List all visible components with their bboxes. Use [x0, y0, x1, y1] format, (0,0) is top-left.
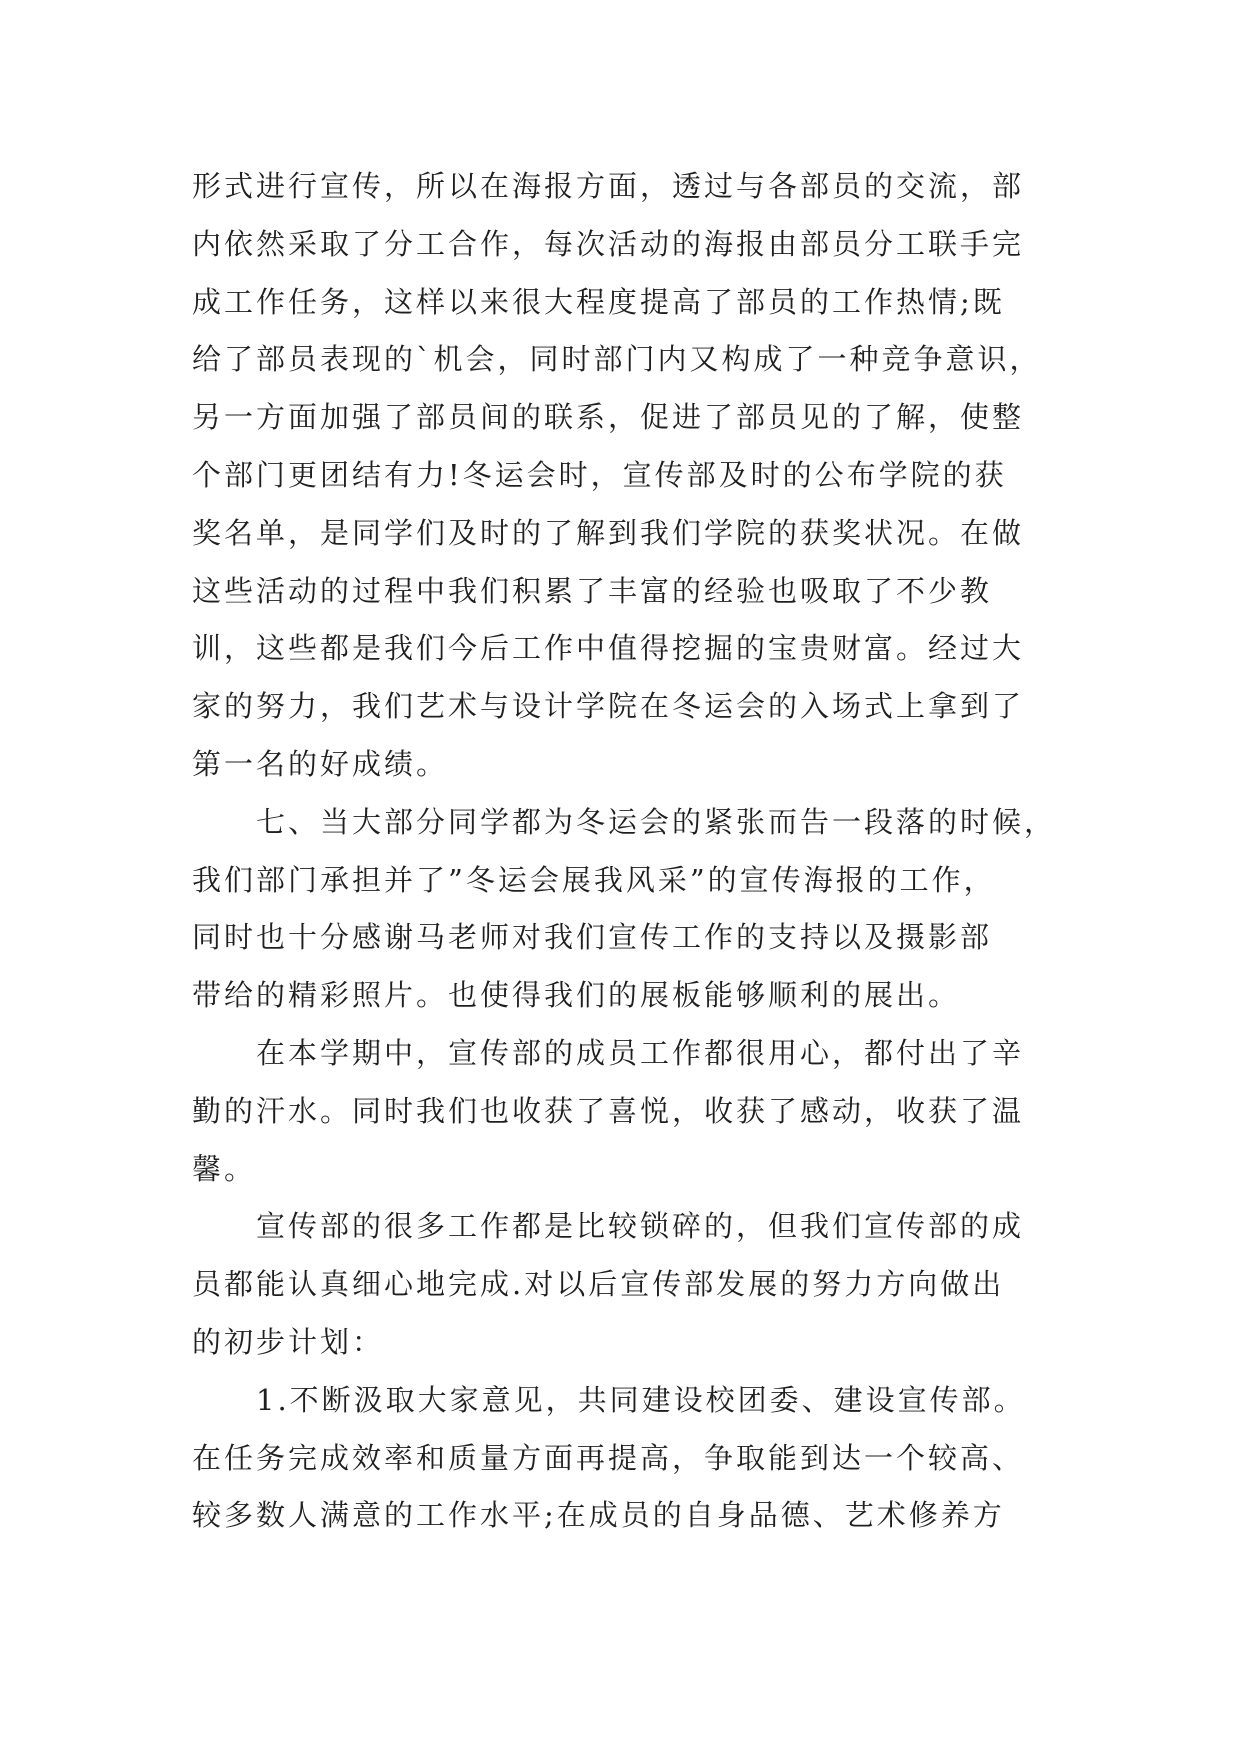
paragraph-start-line: 七、当大部分同学都为冬运会的紧张而告一段落的时候， [256, 804, 1057, 839]
text-line: 第一名的好成绩。 [192, 746, 449, 781]
text-line: 内依然采取了分工合作，每次活动的海报由部员分工联手完 [192, 226, 1025, 261]
text-line: 成工作任务，这样以来很大程度提高了部员的工作热情;既 [192, 284, 1005, 319]
text-line: 同时也十分感谢马老师对我们宣传工作的支持以及摄影部 [192, 920, 993, 955]
text-line: 的初步计划： [192, 1324, 385, 1359]
text-line: 另一方面加强了部员间的联系，促进了部员见的了解，使整 [192, 400, 1025, 435]
paragraph-start-line: 在本学期中，宣传部的成员工作都很用心，都付出了辛 [256, 1035, 1025, 1070]
text-line: 我们部门承担并了”冬运会展我风采”的宣传海报的工作， [192, 862, 996, 897]
text-line: 在任务完成效率和质量方面再提高，争取能到达一个较高、 [192, 1440, 1025, 1475]
text-line: 馨。 [192, 1151, 257, 1186]
text-line: 这些活动的过程中我们积累了丰富的经验也吸取了不少教 [192, 573, 993, 608]
text-line: 带给的精彩照片。也使得我们的展板能够顺利的展出。 [192, 978, 961, 1013]
text-line: 给了部员表现的`机会，同时部门内又构成了一种竞争意识， [192, 342, 1042, 377]
text-line: 训，这些都是我们今后工作中值得挖掘的宝贵财富。经过大 [192, 631, 1025, 666]
text-line: 较多数人满意的工作水平;在成员的自身品德、艺术修养方 [192, 1498, 1005, 1533]
text-line: 员都能认真细心地完成.对以后宣传部发展的努力方向做出 [192, 1267, 1005, 1302]
text-line: 形式进行宣传，所以在海报方面，透过与各部员的交流，部 [192, 169, 1025, 203]
text-line: 奖名单，是同学们及时的了解到我们学院的获奖状况。在做 [192, 515, 1025, 550]
paragraph-start-line: 宣传部的很多工作都是比较锁碎的，但我们宣传部的成 [256, 1209, 1025, 1244]
document-body [192, 158, 1057, 1545]
text-line: 家的努力，我们艺术与设计学院在冬运会的入场式上拿到了 [192, 689, 1025, 724]
text-line: 个部门更团结有力!冬运会时，宣传部及时的公布学院的获 [192, 457, 1007, 492]
paragraph-start-line: 1.不断汲取大家意见，共同建设校团委、建设宣传部。 [256, 1382, 1026, 1417]
text-line: 勤的汗水。同时我们也收获了喜悦，收获了感动，收获了温 [192, 1093, 1025, 1128]
